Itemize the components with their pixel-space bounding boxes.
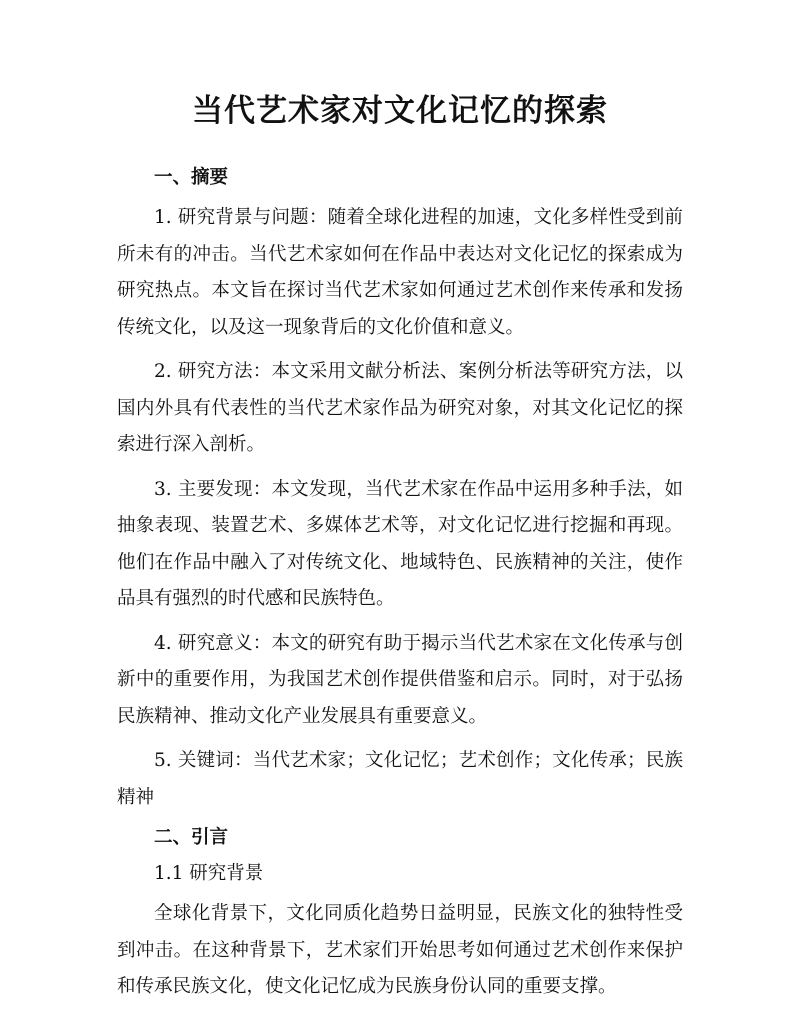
item-text: 研究背景与问题：随着全球化进程的加速，文化多样性受到前所未有的冲击。当代艺术家如何在作品中表达对文化记忆的探索成为研究热点。本文旨在探讨当代艺术家如何通过艺术创作来传承和发扬传统文化，以及这一现象背后的文化价值和意义。 bbox=[117, 207, 683, 338]
intro-paragraph: 全球化背景下，文化同质化趋势日益明显，民族文化的独特性受到冲击。在这种背景下，艺术家们开始思考如何通过艺术创作来保护和传承民族文化，使文化记忆成为民族身份认同的重要支撑。 bbox=[117, 903, 683, 997]
abstract-item bbox=[117, 743, 683, 816]
abstract-item bbox=[117, 354, 683, 464]
item-text: 研究意义：本文的研究有助于揭示当代艺术家在文化传承与创新中的重要作用，为我国艺术创作提供借鉴和启示。同时，对于弘扬民族精神、推动文化产业发展具有重要意义。 bbox=[117, 632, 683, 727]
item-number: 3. bbox=[154, 478, 172, 500]
section-heading-intro: 二、引言 bbox=[154, 827, 229, 848]
abstract-item bbox=[117, 472, 683, 618]
item-text: 主要发现：本文发现，当代艺术家在作品中运用多种手法，如抽象表现、装置艺术、多媒体艺术等，对文化记忆进行挖掘和再现。他们在作品中融入了对传统文化、地域特色、民族精神的关注，使作品具有强烈的时代感和民族特色。 bbox=[117, 478, 683, 609]
item-number: 1. bbox=[154, 207, 172, 228]
item-number: 5. bbox=[154, 750, 172, 771]
document-title: 当代艺术家对文化记忆的探索 bbox=[192, 93, 608, 129]
item-text: 研究方法：本文采用文献分析法、案例分析法等研究方法，以国内外具有代表性的当代艺术家作品为研究对象，对其文化记忆的探索进行深入剖析。 bbox=[117, 361, 683, 455]
subsection-heading: 1.1 研究背景 bbox=[154, 863, 264, 884]
item-number: 4. bbox=[154, 632, 172, 654]
item-text: 关键词：当代艺术家；文化记忆；艺术创作；文化传承；民族精神 bbox=[117, 750, 683, 808]
document-page bbox=[117, 88, 683, 1014]
abstract-item bbox=[117, 200, 683, 346]
item-number: 2. bbox=[154, 361, 172, 382]
abstract-item bbox=[117, 626, 683, 736]
section-heading-abstract: 一、摘要 bbox=[154, 167, 229, 188]
